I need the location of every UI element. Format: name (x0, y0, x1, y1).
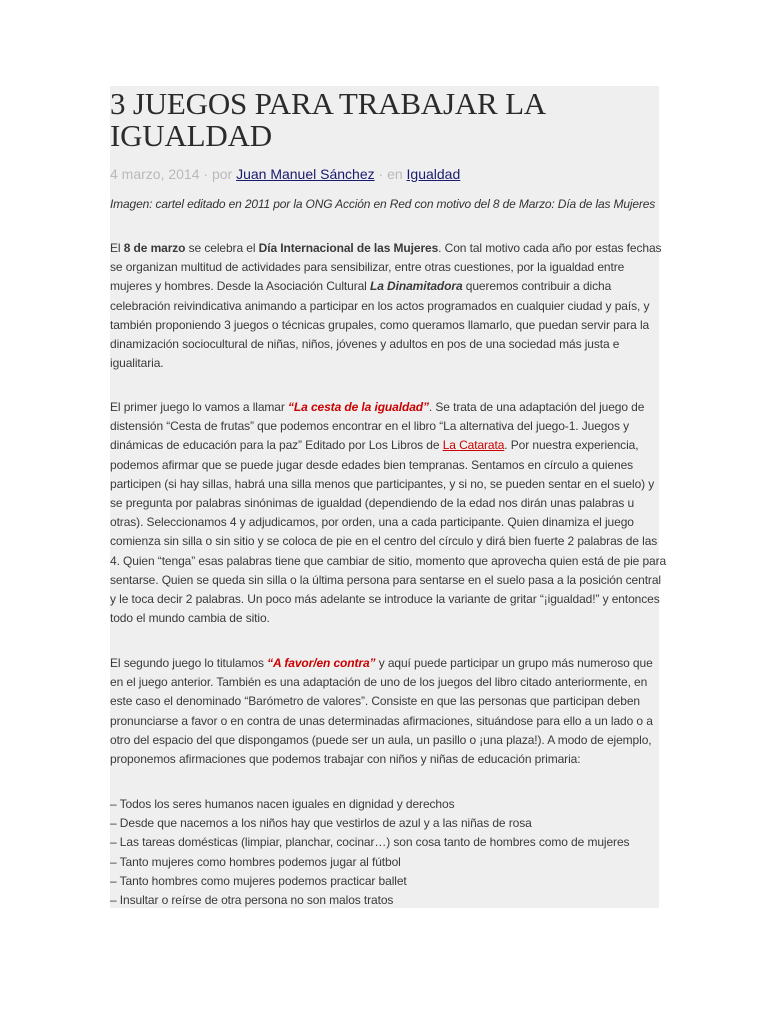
text-span: El (110, 241, 124, 255)
text-line: podemos afirmar que se puede jugar desde edades bien tempranas. Sentamos en círculo a quienes (110, 457, 634, 472)
text-line: comienza sin silla o sin sitio y se coloca de pie en el centro del círculo y dirá bien fuerte 2 palabras de las (110, 534, 658, 549)
text-line (110, 654, 659, 673)
post-date: 4 marzo, 2014 (110, 166, 200, 182)
text-line: otro del espacio del que dispongamos (puede ser un aula, un pasillo o ¡una plaza!). A modo de ejemplo, (110, 732, 652, 747)
game-2-name: “A favor/en contra” (267, 656, 376, 670)
text-line: 4. Quien “tenga” esas palabras tiene que cambiar de sitio, momento que aprovecha quien está de pie para (110, 553, 667, 568)
author-link[interactable]: Juan Manuel Sánchez (236, 166, 375, 182)
text-line (110, 239, 662, 258)
text-line: en el juego anterior. También es una adaptación de uno de los juegos del libro citado anteriormente, en (110, 675, 648, 690)
text-span: El segundo juego lo titulamos (110, 656, 268, 670)
paragraph-intro (110, 239, 662, 373)
list-item: – Las tareas domésticas (limpiar, planchar, cocinar…) son cosa tanto de hombres como de mujeres (110, 835, 630, 850)
text-line: distensión “Cesta de frutas” que podemos encontrar en el libro “La alternativa del juego-1. Juegos y (110, 419, 629, 434)
text-line: se organizan multitud de actividades para sensibilizar, entre otras cuestiones, por la igualdad entre (110, 260, 625, 275)
list-item: – Insultar o reírse de otra persona no son malos tratos (110, 893, 394, 908)
text-line: celebración reivindicativa animando a participar en los actos programados en cualquier ciudad y país, y (110, 298, 650, 313)
paragraph-game-2 (110, 654, 659, 769)
title-line-2: IGUALDAD (110, 118, 272, 153)
game-1-name: “La cesta de la igualdad” (288, 400, 429, 414)
text-line: participen (si hay sillas, habrá una silla menos que participantes, y si no, se pueden sentar en el suelo) y (110, 476, 655, 491)
association-name: La Dinamitadora (370, 279, 463, 294)
text-line: sentarse. Quien se queda sin silla o la última persona para sentarse en el suelo pasa a la posición central (110, 572, 661, 587)
text-line: otras). Seleccionamos 4 y adjudicamos, por orden, una a cada participante. Quien dinamiza el juego (110, 515, 634, 530)
text-span: . Por nuestra experiencia, (504, 438, 639, 453)
text-line: igualitaria. (110, 356, 164, 371)
text-line: y le toca decir 2 palabras. Un poco más adelante se introduce la variante de gritar “¡igualdad!” y entonces (110, 592, 660, 607)
text-line: también proponiendo 3 juegos o técnicas grupales, como queramos llamarlo, que puedan servir para la (110, 317, 650, 332)
text-span: . Con tal motivo cada año por estas fechas (438, 241, 662, 255)
paragraph-game-1 (110, 398, 667, 628)
text-span: dinámicas de educación para la paz” Editado por Los Libros de (110, 438, 443, 453)
list-item: – Tanto hombres como mujeres podemos practicar ballet (110, 873, 407, 888)
text-span: queremos contribuir a dicha (462, 279, 612, 294)
article-title (110, 88, 659, 152)
meta-in: · en (374, 166, 407, 182)
statements-list (110, 795, 659, 910)
list-item: – Todos los seres humanos nacen iguales en dignidad y derechos (110, 797, 455, 811)
list-item: – Tanto mujeres como hombres podemos jugar al fútbol (110, 854, 401, 869)
text-span: El primer juego lo vamos a llamar (110, 400, 289, 414)
category-link[interactable]: Igualdad (406, 166, 461, 182)
text-line (110, 277, 659, 296)
text-span: se celebra el (185, 241, 259, 255)
text-line: proponemos afirmaciones que podemos trabajar con niños y niñas de educación primaria: (110, 752, 581, 767)
title-line-1: 3 JUEGOS PARA TRABAJAR LA (110, 86, 546, 121)
meta-by: · por (199, 166, 237, 182)
list-item: – Desde que nacemos a los niños hay que vestirlos de azul y a las niñas de rosa (110, 816, 532, 831)
text-span: . Se trata de una adaptación del juego de (428, 400, 645, 414)
text-line (110, 436, 659, 455)
text-line: este caso el denominado “Barómetro de valores”. Consiste en que las personas que participan deben (110, 694, 640, 709)
image-caption: Imagen: cartel editado en 2011 por la ONG Acción en Red con motivo del 8 de Marzo: Día de las Mujeres (110, 197, 656, 211)
bold-date: 8 de marzo (123, 241, 186, 255)
text-line: dinamización sociocultural de niñas, niños, jóvenes y adultos en pos de una sociedad más justa e (110, 337, 620, 352)
text-span: mujeres y hombres. Desde la Asociación Cultural (110, 279, 370, 294)
text-line: se pregunta por palabras sinónimas de igualdad (dependiendo de la edad nos dirán unas palabras u (110, 496, 635, 511)
text-line: pronunciarse a favor o en contra de unas determinadas afirmaciones, situándose para ello a un lado o a (110, 713, 653, 728)
text-line (110, 398, 659, 417)
publisher-link[interactable]: La Catarata (442, 438, 505, 453)
bold-day-name: Día Internacional de las Mujeres (258, 241, 439, 255)
text-line: todo el mundo cambia de sitio. (110, 611, 270, 626)
text-span: y aquí puede participar un grupo más numeroso que (375, 656, 653, 670)
post-meta (110, 164, 659, 184)
